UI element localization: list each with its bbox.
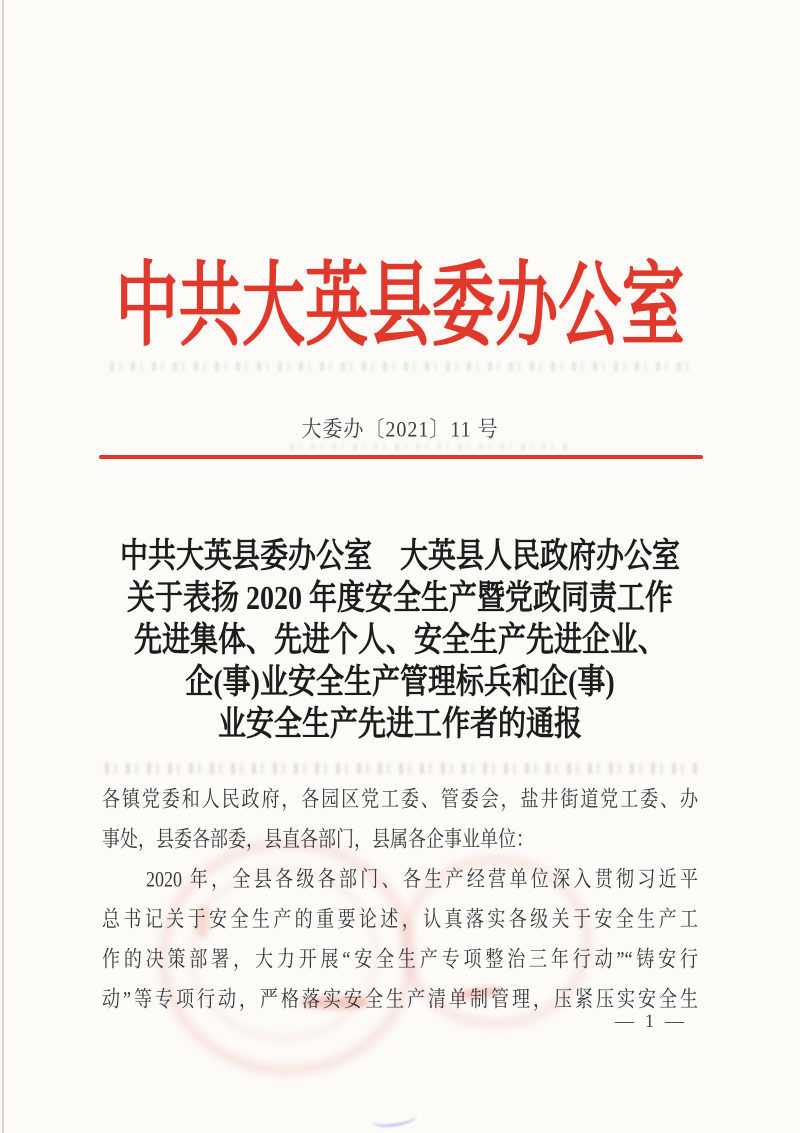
body-text-line: 2020 年，全县各级各部门、各生产经营单位深入贯彻习近平 bbox=[146, 866, 698, 892]
document-title-line: 关于表扬 2020 年度安全生产暨党政同责工作 bbox=[126, 579, 673, 618]
body-text-line: 总书记关于安全生产的重要论述，认真落实各级关于安全生产工 bbox=[102, 906, 698, 932]
body-paragraphs bbox=[102, 779, 698, 1019]
body-text-line: 各镇党委和人民政府，各园区党工委、管委会，盐井街道党工委、办 bbox=[102, 786, 698, 812]
document-title-line: 企(事)业安全生产管理标兵和企(事) bbox=[185, 663, 615, 702]
pen-mark-bleedthrough bbox=[371, 1109, 417, 1129]
ghost-text-row bbox=[105, 763, 697, 774]
document-title bbox=[0, 536, 800, 746]
document-title-line: 中共大英县委办公室 大英县人民政府办公室 bbox=[119, 537, 680, 576]
body-text-line: 作的决策部署，大力开展“安全生产专项整治三年行动”“铸安行 bbox=[102, 946, 698, 972]
ghost-text-row bbox=[290, 443, 570, 450]
body-text-line: 事处，县委各部委，县直各部门，县属各企事业单位： bbox=[102, 826, 534, 852]
letterhead-title: 中共大英县委办公室 bbox=[115, 254, 685, 358]
letterhead-separator-line bbox=[99, 455, 703, 459]
page-number: — 1 — bbox=[615, 1011, 687, 1032]
document-number: 大委办〔2021〕11 号 bbox=[301, 417, 499, 443]
document-title-line: 先进集体、先进个人、安全生产先进企业、 bbox=[133, 621, 666, 660]
document-title-line: 业安全生产先进工作者的通报 bbox=[217, 705, 582, 744]
ghost-text-row bbox=[110, 362, 690, 371]
body-text-line: 动”等专项行动，严格落实安全生产清单制管理，压紧压实安全生 bbox=[102, 986, 698, 1012]
